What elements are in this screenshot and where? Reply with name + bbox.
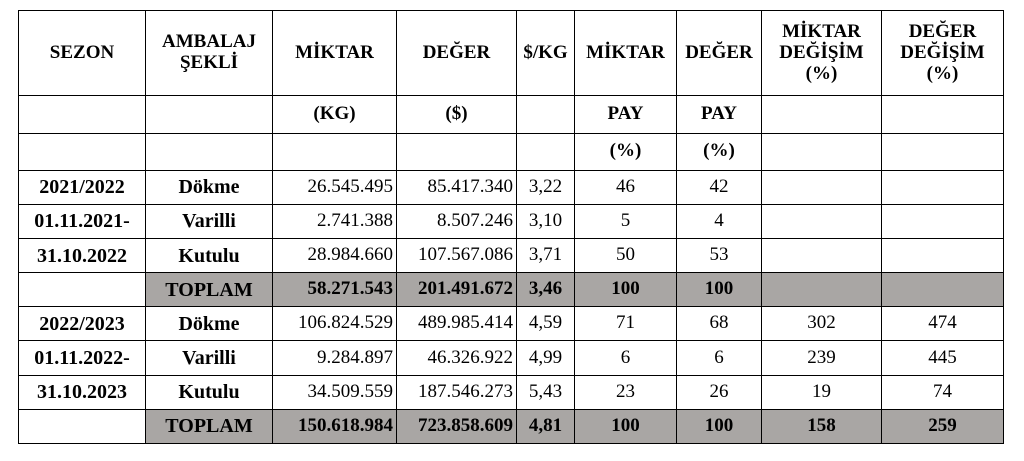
deger-pay-cell: 42 [677, 170, 762, 204]
miktar-pay-cell: 46 [575, 170, 677, 204]
miktar-pay-cell: 100 [575, 273, 677, 307]
deger-pay-cell: 100 [677, 409, 762, 443]
deger-cell: 46.326.922 [397, 341, 517, 375]
usd-kg-cell: 3,22 [517, 170, 575, 204]
miktar-cell: 106.824.529 [273, 307, 397, 341]
season-cell: 2021/2022 [19, 170, 146, 204]
deger-cell: 187.546.273 [397, 375, 517, 409]
header-sezon: SEZON [19, 11, 146, 96]
header-empty [146, 96, 273, 133]
season-cell: 2022/2023 [19, 307, 146, 341]
total-row [19, 409, 1004, 443]
miktar-cell: 2.741.388 [273, 204, 397, 238]
miktar-degisim-cell [762, 273, 882, 307]
miktar-degisim-cell [762, 170, 882, 204]
miktar-degisim-cell: 239 [762, 341, 882, 375]
deger-cell: 107.567.086 [397, 239, 517, 273]
season-cell: 31.10.2023 [19, 375, 146, 409]
deger-pay-cell: 100 [677, 273, 762, 307]
miktar-pay-cell: 71 [575, 307, 677, 341]
miktar-pay-cell: 23 [575, 375, 677, 409]
pack-cell: Kutulu [146, 239, 273, 273]
header-pay-miktar: PAY [575, 96, 677, 133]
header-usd-kg: $/KG [517, 11, 575, 96]
header-empty [762, 96, 882, 133]
miktar-cell: 58.271.543 [273, 273, 397, 307]
header-deger-pay: DEĞER [677, 11, 762, 96]
usd-kg-cell: 3,46 [517, 273, 575, 307]
header-empty [882, 96, 1004, 133]
miktar-cell: 34.509.559 [273, 375, 397, 409]
season-cell [19, 273, 146, 307]
miktar-degisim-cell [762, 239, 882, 273]
deger-degisim-cell: 474 [882, 307, 1004, 341]
season-cell [19, 409, 146, 443]
table-row [19, 307, 1004, 341]
header-empty [517, 133, 575, 170]
deger-cell: 8.507.246 [397, 204, 517, 238]
total-row [19, 273, 1004, 307]
header-pct-miktar: (%) [575, 133, 677, 170]
miktar-pay-cell: 100 [575, 409, 677, 443]
table-row [19, 375, 1004, 409]
total-label: TOPLAM [146, 273, 273, 307]
header-empty [762, 133, 882, 170]
table-row [19, 341, 1004, 375]
season-cell: 31.10.2022 [19, 239, 146, 273]
deger-degisim-cell [882, 273, 1004, 307]
miktar-degisim-cell: 19 [762, 375, 882, 409]
deger-cell: 201.491.672 [397, 273, 517, 307]
header-deger: DEĞER [397, 11, 517, 96]
deger-degisim-cell [882, 204, 1004, 238]
deger-degisim-cell: 445 [882, 341, 1004, 375]
header-empty [273, 133, 397, 170]
season-cell: 01.11.2022- [19, 341, 146, 375]
miktar-degisim-cell [762, 204, 882, 238]
deger-cell: 723.858.609 [397, 409, 517, 443]
miktar-cell: 150.618.984 [273, 409, 397, 443]
deger-pay-cell: 4 [677, 204, 762, 238]
header-miktar-pay: MİKTAR [575, 11, 677, 96]
miktar-degisim-cell: 158 [762, 409, 882, 443]
miktar-pay-cell: 6 [575, 341, 677, 375]
header-miktar-degisim: MİKTAR DEĞİŞİM (%) [762, 11, 882, 96]
miktar-pay-cell: 50 [575, 239, 677, 273]
usd-kg-cell: 4,59 [517, 307, 575, 341]
miktar-cell: 26.545.495 [273, 170, 397, 204]
table-row [19, 204, 1004, 238]
header-unit-usd: ($) [397, 96, 517, 133]
usd-kg-cell: 4,81 [517, 409, 575, 443]
deger-pay-cell: 53 [677, 239, 762, 273]
deger-pay-cell: 68 [677, 307, 762, 341]
deger-pay-cell: 26 [677, 375, 762, 409]
table-row [19, 170, 1004, 204]
header-empty [19, 96, 146, 133]
miktar-degisim-cell: 302 [762, 307, 882, 341]
header-pct-deger: (%) [677, 133, 762, 170]
season-cell: 01.11.2021- [19, 204, 146, 238]
header-pay-deger: PAY [677, 96, 762, 133]
miktar-cell: 28.984.660 [273, 239, 397, 273]
deger-degisim-cell [882, 239, 1004, 273]
usd-kg-cell: 3,71 [517, 239, 575, 273]
header-empty [146, 133, 273, 170]
pack-cell: Kutulu [146, 375, 273, 409]
header-row-pct [19, 133, 1004, 170]
table-row [19, 239, 1004, 273]
usd-kg-cell: 3,10 [517, 204, 575, 238]
deger-degisim-cell [882, 170, 1004, 204]
pack-cell: Varilli [146, 204, 273, 238]
deger-cell: 85.417.340 [397, 170, 517, 204]
pack-cell: Dökme [146, 170, 273, 204]
pack-cell: Varilli [146, 341, 273, 375]
header-ambalaj: AMBALAJ ŞEKLİ [146, 11, 273, 96]
deger-degisim-cell: 74 [882, 375, 1004, 409]
deger-degisim-cell: 259 [882, 409, 1004, 443]
miktar-pay-cell: 5 [575, 204, 677, 238]
header-row-units [19, 96, 1004, 133]
header-unit-kg: (KG) [273, 96, 397, 133]
deger-pay-cell: 6 [677, 341, 762, 375]
miktar-cell: 9.284.897 [273, 341, 397, 375]
header-empty [882, 133, 1004, 170]
export-table [18, 10, 1004, 444]
header-deger-degisim: DEĞER DEĞİŞİM (%) [882, 11, 1004, 96]
total-label: TOPLAM [146, 409, 273, 443]
header-miktar: MİKTAR [273, 11, 397, 96]
usd-kg-cell: 4,99 [517, 341, 575, 375]
usd-kg-cell: 5,43 [517, 375, 575, 409]
pack-cell: Dökme [146, 307, 273, 341]
header-empty [517, 96, 575, 133]
header-empty [397, 133, 517, 170]
header-empty [19, 133, 146, 170]
deger-cell: 489.985.414 [397, 307, 517, 341]
header-row-main [19, 11, 1004, 96]
